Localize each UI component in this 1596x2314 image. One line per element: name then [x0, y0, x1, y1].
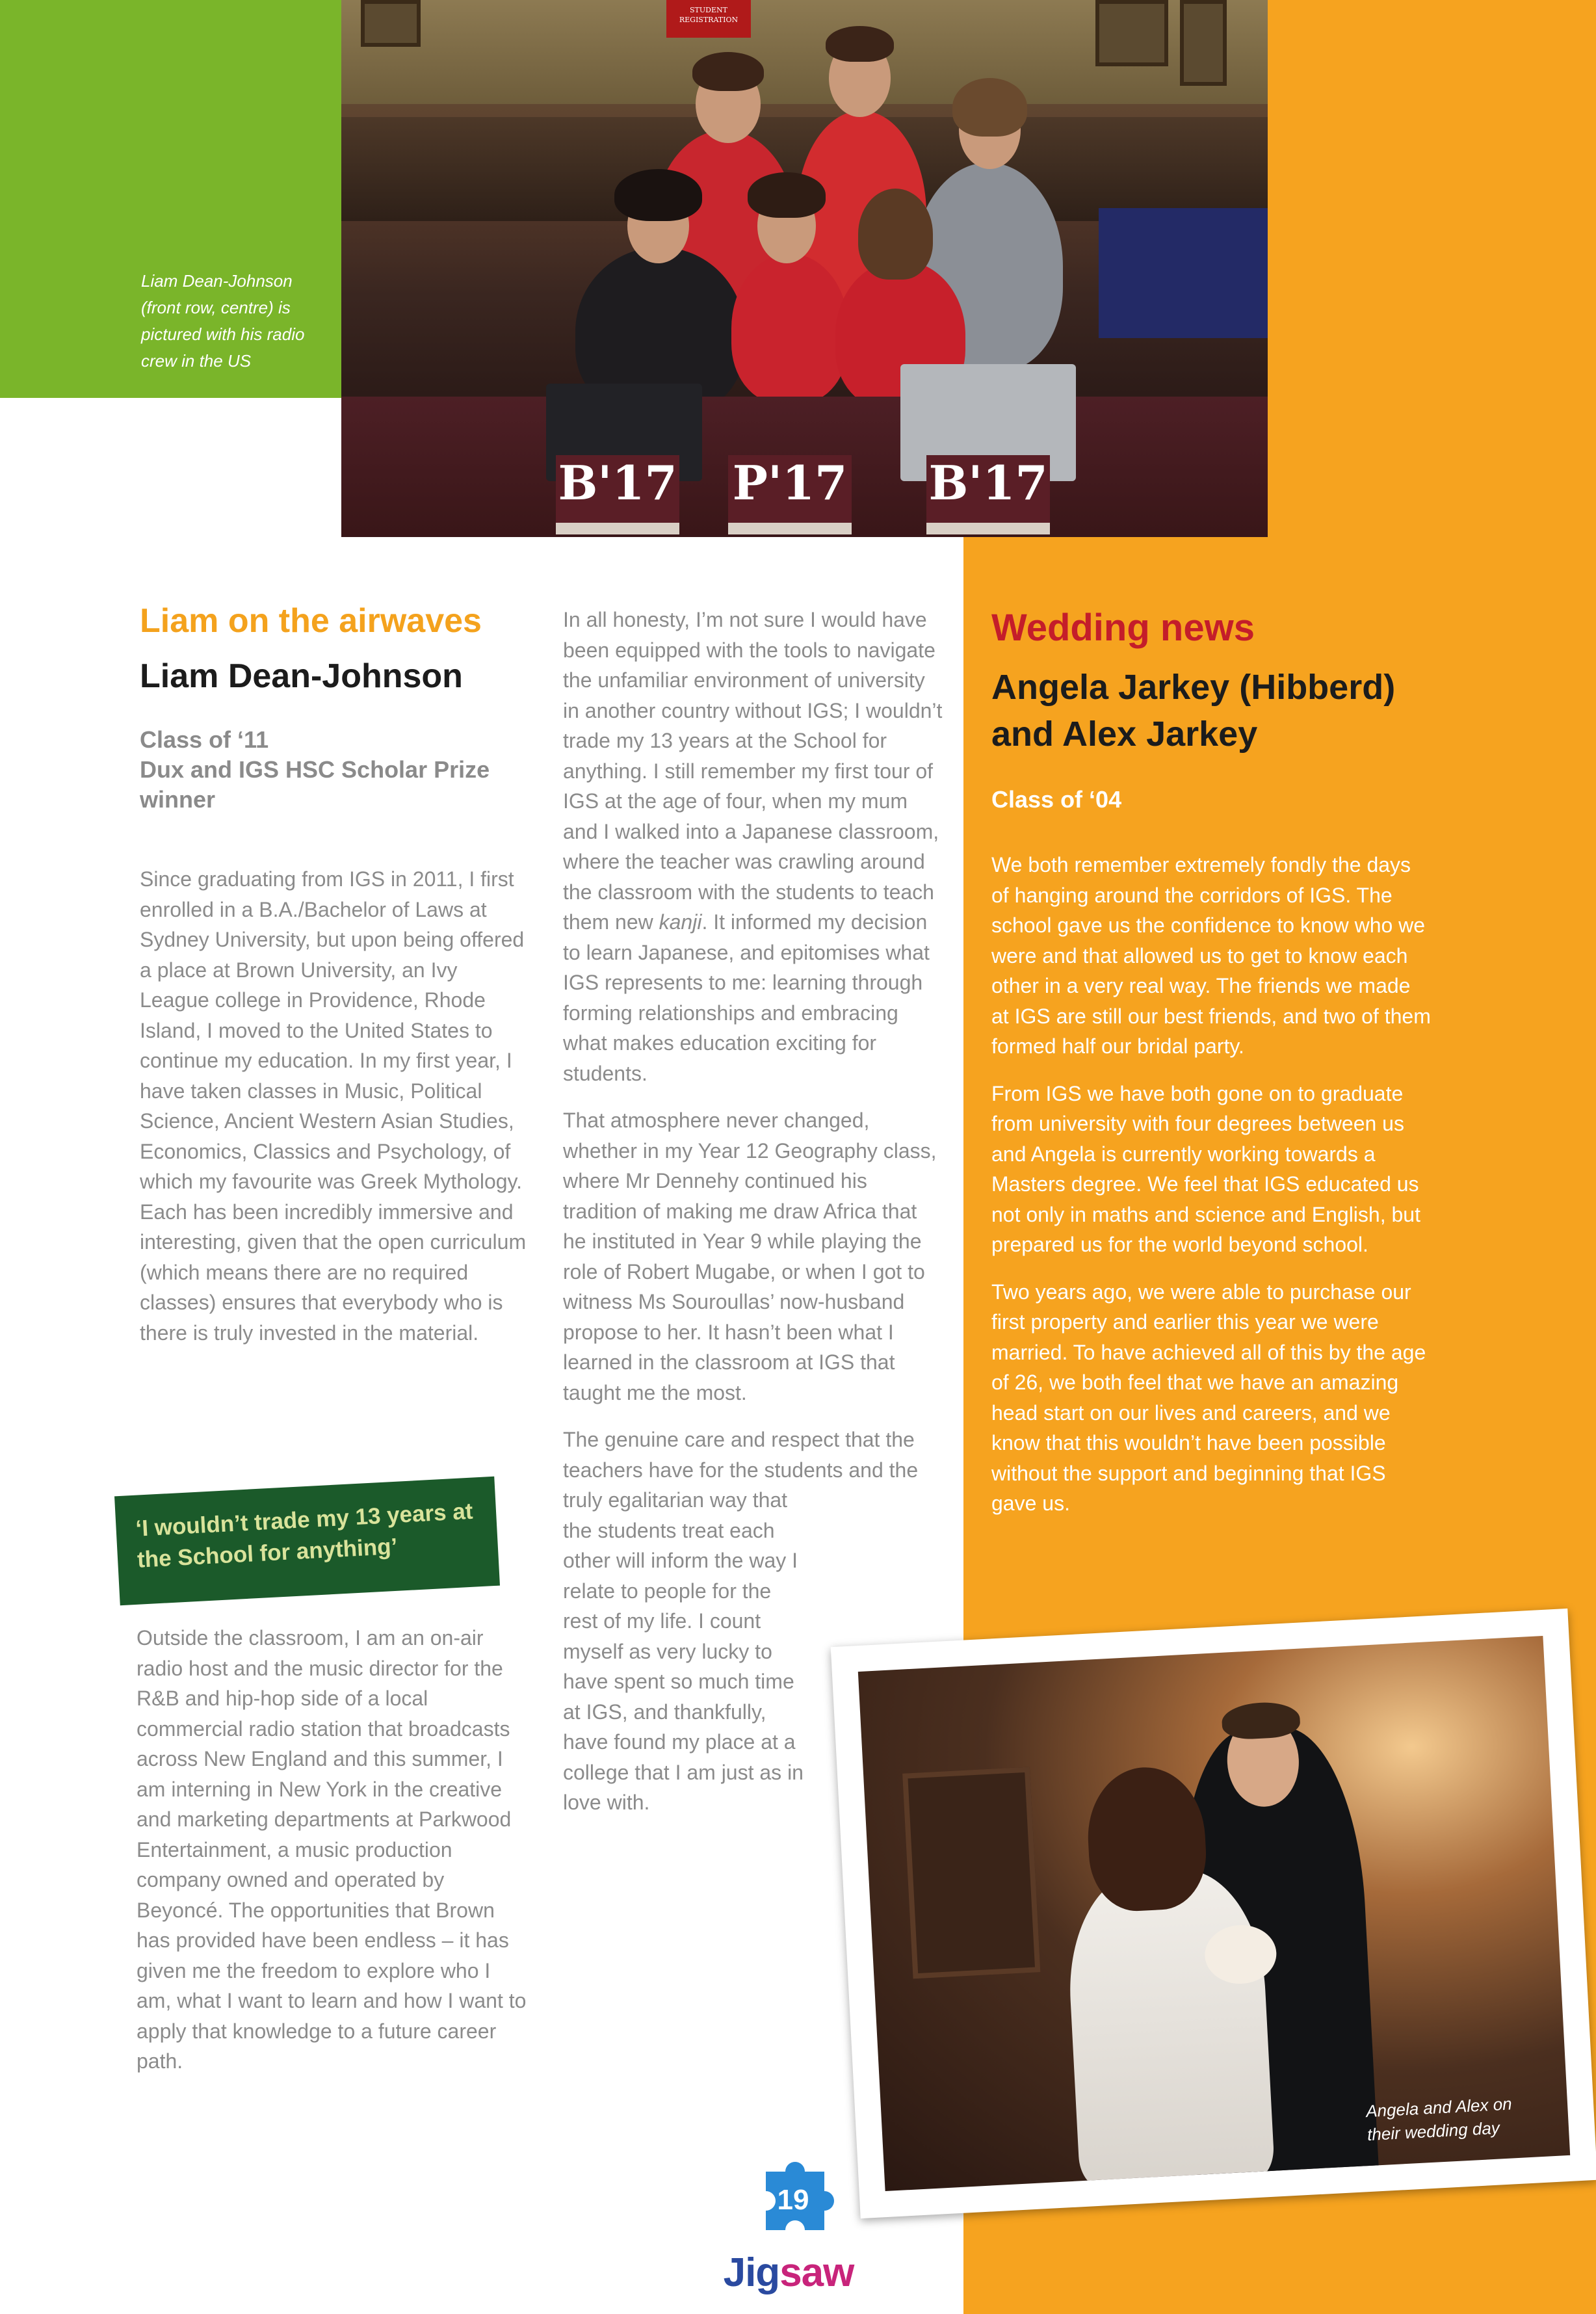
booklet-stack: B'17 [926, 455, 1050, 534]
wedding-class: Class of ‘04 [991, 786, 1122, 813]
middle-paragraph-1 [563, 605, 943, 1088]
radio-crew-photo [341, 0, 1268, 537]
pull-quote: ‘I wouldn’t trade my 13 years at the School for anything’ [114, 1477, 500, 1605]
person [731, 254, 848, 403]
booklet-stack: P'17 [728, 455, 852, 534]
wedding-paragraph-3: Two years ago, we were able to purchase our first property and earlier this year we were married. To have achieved all of this by the age of 26, we both feel that we have an amazing head start on our lives and careers, and we know that this wouldn’t have been possible without the support and beginning that IGS gave us. [991, 1280, 1426, 1515]
wedding-names: Angela Jarkey (Hibberd) and Alex Jarkey [991, 668, 1396, 754]
wedding-photo-frame [831, 1609, 1596, 2218]
middle-p1-italic: kanji [659, 910, 702, 934]
wedding-paragraph-1: We both remember extremely fondly the days of hanging around the corridors of IGS. The school gave us the confidence to know who we were and that allowed us to get to know each other in a very real way. The friends we made at IGS are still our best friends, and two of them formed half our bridal party. [991, 853, 1431, 1058]
photo-blue-table [1099, 208, 1268, 338]
liam-column-lower [137, 1623, 527, 2094]
puzzle-piece-icon [753, 2152, 844, 2243]
wedding-column [991, 606, 1446, 1536]
liam-paragraph-2: Outside the classroom, I am an on-air radio host and the music director for the R&B and hip-hop side of a local commercial radio station that broadcasts across New England and this summer, I am interning in New York in the creative and marketing departments at Parkwood Entertainment, a music production company owned and operated by Beyoncé. The opportunities that Brown has provided have been endless – it has given me the freedom to explore who I am, what I want to learn and how I want to apply that knowledge to a future career path. [137, 1626, 527, 2073]
logo-text-a: Jig [723, 2250, 780, 2295]
person-hair [614, 169, 702, 221]
registration-sign: STUDENT REGISTRATION [666, 0, 751, 38]
wall-painting [1095, 0, 1168, 66]
liam-name: Liam Dean-Johnson [140, 657, 463, 695]
person-hair [748, 172, 826, 218]
bride-hair [1084, 1765, 1209, 1913]
photo-window [902, 1767, 1040, 1979]
middle-paragraph-3a: The genuine care and respect that the teachers have for the students and the truly egalitarian way that [563, 1428, 919, 1512]
liam-paragraph-1: Since graduating from IGS in 2011, I first enrolled in a B.A./Bachelor of Laws at Sydney University, but upon being offered a place at Brown University, an Ivy League college in Providence, Rhode Island, I moved to the United States to continue my education. In my first year, I have taken classes in Music, Political Science, Ancient Western Asian Studies, Economics, Classics and Psychology, of which my favourite was Greek Mythology. Each has been incredibly immersive and interesting, given that the open curriculum (which means there are no required classes) ensures that everybody who is there is truly invested in the material. [140, 867, 527, 1345]
person-hair [692, 52, 764, 91]
logo-text-b: saw [779, 2250, 854, 2295]
liam-award: Dux and IGS HSC Scholar Prize winner [140, 756, 490, 813]
wedding-paragraph-2: From IGS we have both gone on to graduate from university with four degrees between us and Angela is currently working towards a Masters degree. We feel that IGS educated us not only in maths and science and English, but prepared us for the world beyond school. [991, 1081, 1420, 1256]
middle-p1-text: In all honesty, I’m not sure I would have been equipped with the tools to navigate the unfamiliar environment of university in another country without IGS; I wouldn’t trade my 13 years at the School for anything. I still remember my first tour of IGS at the age of four, when my mum and I walked into a Japanese classroom, where the teacher was crawling around the classroom with the students to teach them new [563, 608, 943, 934]
liam-column [140, 601, 530, 1365]
jigsaw-logo [720, 2152, 857, 2295]
wedding-section-title: Wedding news [991, 607, 1255, 649]
wedding-photo [858, 1636, 1570, 2191]
middle-paragraph-2: That atmosphere never changed, whether in my Year 12 Geography class, where Mr Dennehy continued his tradition of making me draw Africa that he instituted in Year 9 while playing the role of Robert Mugabe, or when I got to witness Ms Souroullas’ now-husband propose to her. It hasn’t been what I learned in the classroom at IGS that taught me the most. [563, 1109, 937, 1404]
person-hair [952, 78, 1027, 137]
logo-wordmark [720, 2250, 857, 2296]
wedding-photo-caption: Angela and Alex on their wedding day [1365, 2094, 1513, 2145]
person-hair [826, 26, 894, 62]
wall-painting [361, 0, 421, 47]
liam-section-title: Liam on the airwaves [140, 602, 482, 640]
middle-p1-text-end: . It informed my decision to learn Japanese, and epitomises what IGS represents to me: learning through forming relationships and embracing what makes education exciting for students. [563, 910, 930, 1085]
bride-dress [1064, 1865, 1275, 2187]
wall-painting [1180, 0, 1227, 86]
top-photo-caption: Liam Dean-Johnson (front row, centre) is pictured with his radio crew in the US [141, 271, 305, 371]
logo-badge: 19 [777, 2184, 809, 2216]
liam-class: Class of ‘11 [140, 726, 269, 753]
person-hair [858, 189, 933, 280]
middle-paragraph-3b: the students treat each other will inform the way I relate to people for the rest of my life. I count myself as very lucky to have spent so much time at IGS, and thankfully, have found my place at a college that I am just as in love with. [563, 1518, 804, 1814]
booklet-stack: B'17 [556, 455, 679, 534]
